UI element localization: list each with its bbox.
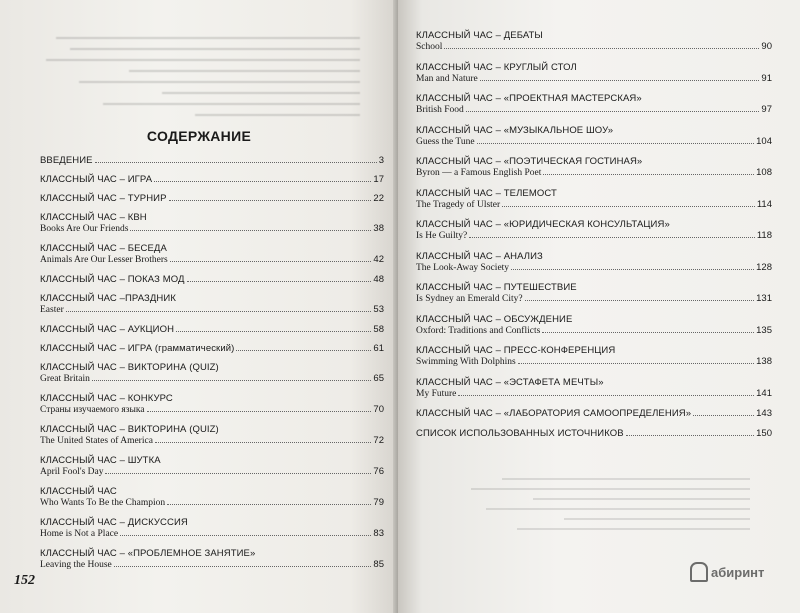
toc-entry-page: 90 — [761, 41, 772, 52]
toc-entry — [40, 455, 384, 478]
dot-leader — [176, 331, 371, 332]
toc-entry — [40, 155, 384, 166]
toc-entry-page: 128 — [756, 261, 772, 273]
toc-entry-title: КЛАССНЫЙ ЧАС – КРУГЛЫЙ СТОЛ — [416, 61, 577, 73]
toc-row — [40, 486, 384, 497]
toc-row — [40, 455, 384, 466]
dot-leader — [469, 237, 755, 238]
page-number: 152 — [14, 573, 35, 588]
toc-entry — [416, 282, 772, 305]
toc-row — [40, 193, 384, 204]
toc-row — [40, 497, 384, 509]
toc-row — [416, 125, 772, 136]
toc-entry-subtitle: Easter — [40, 305, 64, 315]
toc-entry — [40, 324, 384, 335]
toc-entry-subtitle: Is He Guilty? — [416, 231, 468, 241]
toc-entry — [416, 188, 772, 211]
toc-row — [40, 559, 384, 571]
dot-leader — [114, 566, 372, 567]
toc-entry-page: 76 — [373, 466, 384, 477]
dot-leader — [518, 363, 754, 364]
toc-row — [416, 30, 772, 41]
toc-entry-title: КЛАССНЫЙ ЧАС – «ПОЭТИЧЕСКАЯ ГОСТИНАЯ» — [416, 156, 643, 167]
toc-entry — [416, 30, 772, 53]
toc-row — [416, 293, 772, 305]
toc-entry-title: КЛАССНЫЙ ЧАС – ВИКТОРИНА (QUIZ) — [40, 424, 219, 435]
dot-leader — [105, 473, 371, 474]
dot-leader — [92, 380, 372, 381]
toc-right-list — [416, 30, 772, 447]
dot-leader — [120, 535, 371, 536]
toc-entry-page: 42 — [373, 254, 384, 265]
toc-entry-page: 65 — [373, 373, 384, 384]
toc-entry-page: 118 — [756, 230, 772, 241]
toc-entry — [40, 362, 384, 385]
toc-entry-subtitle: Books Are Our Friends — [40, 224, 129, 234]
toc-entry — [416, 408, 772, 419]
toc-row — [416, 199, 772, 211]
toc-row — [416, 41, 772, 53]
toc-entry — [416, 314, 772, 337]
toc-entry-title: КЛАССНЫЙ ЧАС – ПРЕСС-КОНФЕРЕНЦИЯ — [416, 345, 616, 356]
toc-entry-subtitle: Oxford: Traditions and Conflicts — [416, 325, 541, 336]
dot-leader — [542, 332, 754, 333]
toc-entry-title: КЛАССНЫЙ ЧАС – «ЭСТАФЕТА МЕЧТЫ» — [416, 376, 604, 388]
toc-row — [40, 343, 384, 354]
toc-entry-subtitle: Is Sydney an Emerald City? — [416, 294, 523, 304]
toc-entry — [416, 428, 772, 439]
dot-leader — [525, 300, 755, 301]
toc-entry-title: КЛАССНЫЙ ЧАС – ДИСКУССИЯ — [40, 517, 188, 528]
toc-entry-title: ВВЕДЕНИЕ — [40, 155, 93, 166]
toc-row — [40, 466, 384, 478]
dot-leader — [170, 261, 372, 262]
toc-row — [40, 435, 384, 447]
toc-entry-page: 138 — [756, 356, 772, 367]
toc-entry — [416, 93, 772, 116]
toc-entry-page: 48 — [373, 274, 384, 285]
dot-leader — [511, 269, 754, 270]
toc-entry-subtitle: British Food — [416, 105, 464, 115]
toc-row — [40, 393, 384, 404]
toc-row — [40, 212, 384, 223]
toc-entry-subtitle: April Fool's Day — [40, 467, 104, 477]
toc-entry-title: СПИСОК ИСПОЛЬЗОВАННЫХ ИСТОЧНИКОВ — [416, 427, 624, 439]
toc-entry-title: КЛАССНЫЙ ЧАС – ТУРНИР — [40, 193, 167, 204]
toc-entry-page: 58 — [373, 324, 384, 335]
toc-entry-title: КЛАССНЫЙ ЧАС – АУКЦИОН — [40, 324, 175, 335]
toc-row — [40, 174, 384, 185]
toc-entry-subtitle: Guess the Tune — [416, 136, 475, 147]
toc-entry — [40, 343, 384, 354]
toc-entry-title: КЛАССНЫЙ ЧАС – ВИКТОРИНА (QUIZ) — [40, 362, 219, 373]
toc-entry-title: КЛАССНЫЙ ЧАС – «МУЗЫКАЛЬНОЕ ШОУ» — [416, 124, 614, 136]
toc-entry — [416, 62, 772, 85]
dot-leader — [444, 48, 759, 49]
toc-entry-title: КЛАССНЫЙ ЧАС — [40, 486, 117, 497]
toc-row — [416, 345, 772, 356]
toc-entry-subtitle: Who Wants To Be the Champion — [40, 498, 166, 508]
toc-row — [40, 517, 384, 528]
toc-entry-title: КЛАССНЫЙ ЧАС – БЕСЕДА — [40, 243, 167, 254]
toc-entry — [416, 345, 772, 368]
toc-row — [40, 293, 384, 304]
toc-entry — [416, 377, 772, 400]
toc-row — [40, 254, 384, 266]
toc-entry-page: 61 — [373, 343, 384, 354]
toc-entry-title: КЛАССНЫЙ ЧАС – «ЮРИДИЧЕСКАЯ КОНСУЛЬТАЦИЯ» — [416, 219, 670, 230]
dot-leader — [626, 435, 754, 436]
toc-entry-page: 3 — [378, 155, 384, 166]
toc-entry-page: 114 — [756, 198, 772, 210]
dot-leader — [155, 442, 372, 443]
toc-row — [416, 230, 772, 242]
toc-entry-page: 91 — [761, 72, 772, 84]
dot-leader — [167, 504, 371, 505]
toc-row — [416, 219, 772, 230]
toc-entry-title: КЛАССНЫЙ ЧАС – ТЕЛЕМОСТ — [416, 187, 557, 199]
toc-entry-title: КЛАССНЫЙ ЧАС – ПОКАЗ МОД — [40, 274, 185, 285]
toc-entry-title: КЛАССНЫЙ ЧАС – ИГРА — [40, 174, 153, 185]
dot-leader — [693, 415, 754, 416]
toc-entry — [40, 274, 384, 285]
toc-entry-subtitle: Home is Not a Place — [40, 529, 119, 539]
dot-leader — [466, 111, 760, 112]
dot-leader — [236, 350, 371, 351]
toc-row — [416, 377, 772, 388]
toc-entry-title: КЛАССНЫЙ ЧАС –ПРАЗДНИК — [40, 293, 176, 304]
toc-entry-page: 79 — [373, 497, 384, 508]
toc-entry-subtitle: My Future — [416, 388, 457, 399]
toc-entry-page: 72 — [373, 435, 384, 446]
toc-entry-title: КЛАССНЫЙ ЧАС – ШУТКА — [40, 455, 161, 466]
toc-entry-page: 38 — [373, 223, 384, 234]
toc-entry — [416, 156, 772, 179]
toc-entry — [416, 125, 772, 148]
toc-entry-page: 85 — [373, 559, 384, 570]
toc-entry-title: КЛАССНЫЙ ЧАС – ИГРА (грамматический) — [40, 343, 235, 354]
toc-row — [40, 548, 384, 559]
toc-row — [40, 404, 384, 416]
toc-entry — [40, 393, 384, 416]
dot-leader — [502, 206, 755, 207]
toc-row — [40, 223, 384, 235]
watermark-stamp — [690, 562, 764, 582]
toc-row — [40, 304, 384, 316]
toc-left-list — [40, 155, 384, 579]
toc-entry-subtitle: The Look-Away Society — [416, 262, 510, 273]
contents-heading: СОДЕРЖАНИЕ — [146, 128, 252, 144]
toc-row — [40, 362, 384, 373]
toc-row — [416, 388, 772, 400]
toc-entry-title: КЛАССНЫЙ ЧАС – «ЛАБОРАТОРИЯ САМООПРЕДЕЛЕНИЯ» — [416, 408, 692, 419]
toc-entry-page: 104 — [756, 135, 772, 147]
toc-row — [40, 424, 384, 435]
toc-row — [416, 262, 772, 274]
toc-row — [416, 408, 772, 419]
toc-entry-page: 53 — [373, 304, 384, 315]
dot-leader — [147, 411, 372, 412]
toc-row — [416, 314, 772, 325]
toc-row — [40, 528, 384, 540]
toc-entry-subtitle: School — [416, 42, 443, 52]
toc-entry-subtitle: Swimming With Dolphins — [416, 357, 516, 367]
toc-entry-subtitle: The United States of America — [40, 436, 153, 446]
toc-row — [416, 428, 772, 439]
toc-entry-title: КЛАССНЫЙ ЧАС – КОНКУРС — [40, 393, 173, 404]
toc-row — [416, 156, 772, 167]
dot-leader — [66, 311, 372, 312]
bleed-through-imprint — [440, 470, 750, 570]
toc-entry-page: 17 — [373, 174, 384, 185]
toc-entry — [40, 517, 384, 540]
toc-entry-page: 150 — [756, 427, 772, 439]
toc-entry-subtitle: Man and Nature — [416, 73, 478, 84]
watermark-text: абиринт — [711, 564, 765, 580]
toc-entry-page: 83 — [373, 528, 384, 539]
toc-entry-title: КЛАССНЫЙ ЧАС – «ПРОЕКТНАЯ МАСТЕРСКАЯ» — [416, 93, 642, 104]
toc-entry — [40, 293, 384, 316]
toc-entry-page: 131 — [756, 293, 772, 304]
toc-entry-subtitle: Leaving the House — [40, 560, 112, 570]
dot-leader — [480, 80, 760, 81]
toc-entry-page: 143 — [756, 408, 772, 419]
dot-leader — [130, 230, 371, 231]
toc-entry-page: 108 — [756, 167, 772, 178]
toc-entry — [416, 251, 772, 274]
toc-entry-subtitle: Great Britain — [40, 374, 90, 384]
toc-entry — [416, 219, 772, 242]
toc-row — [416, 167, 772, 179]
labyrinth-logo-icon — [690, 562, 708, 582]
dot-leader — [95, 162, 377, 163]
toc-entry — [40, 548, 384, 571]
toc-row — [40, 373, 384, 385]
left-page — [0, 0, 398, 613]
toc-entry — [40, 212, 384, 235]
toc-entry — [40, 243, 384, 266]
toc-entry-title: КЛАССНЫЙ ЧАС – ПУТЕШЕСТВИЕ — [416, 282, 577, 293]
toc-row — [40, 324, 384, 335]
toc-entry-page: 141 — [756, 387, 772, 399]
toc-entry-page: 135 — [756, 324, 772, 336]
toc-entry-subtitle: Страны изучаемого языка — [40, 405, 145, 415]
toc-entry-page: 22 — [373, 193, 384, 204]
dot-leader — [458, 395, 754, 396]
toc-row — [416, 104, 772, 116]
toc-entry-title: КЛАССНЫЙ ЧАС – АНАЛИЗ — [416, 250, 543, 262]
toc-entry-title: КЛАССНЫЙ ЧАС – КВН — [40, 212, 147, 223]
toc-entry — [40, 486, 384, 509]
toc-row — [416, 282, 772, 293]
toc-entry-page: 97 — [761, 104, 772, 115]
dot-leader — [154, 181, 371, 182]
toc-entry-page: 70 — [373, 404, 384, 415]
toc-row — [416, 62, 772, 73]
toc-row — [416, 188, 772, 199]
toc-row — [40, 243, 384, 254]
toc-row — [416, 136, 772, 148]
toc-entry-title: КЛАССНЫЙ ЧАС – ОБСУЖДЕНИЕ — [416, 313, 573, 325]
toc-row — [416, 93, 772, 104]
toc-entry-subtitle: Animals Are Our Lesser Brothers — [40, 255, 168, 265]
toc-entry-subtitle: The Tragedy of Ulster — [416, 199, 501, 210]
toc-row — [416, 356, 772, 368]
toc-entry — [40, 424, 384, 447]
toc-entry — [40, 193, 384, 204]
toc-entry — [40, 174, 384, 185]
toc-row — [416, 325, 772, 337]
toc-row — [416, 251, 772, 262]
toc-entry-title: КЛАССНЫЙ ЧАС – «ПРОБЛЕМНОЕ ЗАНЯТИЕ» — [40, 548, 256, 559]
dot-leader — [187, 281, 372, 282]
toc-row — [40, 155, 384, 166]
toc-row — [40, 274, 384, 285]
dot-leader — [169, 200, 372, 201]
toc-row — [416, 73, 772, 85]
dot-leader — [543, 174, 754, 175]
toc-entry-subtitle: Byron — a Famous English Poet — [416, 168, 542, 178]
dot-leader — [477, 143, 755, 144]
toc-entry-title: КЛАССНЫЙ ЧАС – ДЕБАТЫ — [416, 30, 543, 41]
